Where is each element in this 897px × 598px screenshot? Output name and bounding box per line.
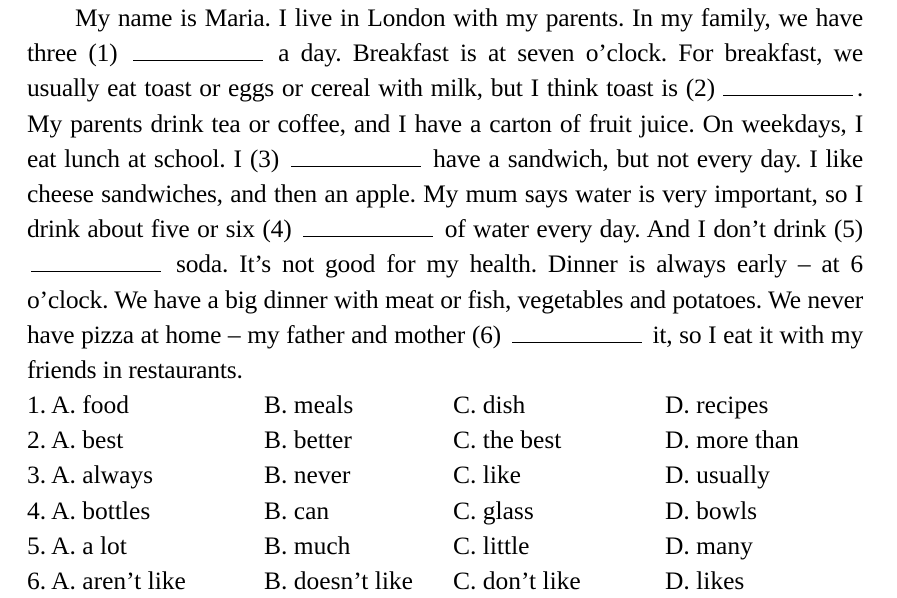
blank-2[interactable]	[723, 73, 853, 96]
passage-segment-7: it, so I eat it with my friends in restaurants.	[27, 319, 863, 385]
question-row-5	[27, 528, 877, 563]
blank-3[interactable]	[291, 144, 421, 167]
option-5b[interactable]: B. much	[264, 530, 351, 560]
blank-6[interactable]	[512, 320, 642, 343]
option-4d[interactable]: D. bowls	[665, 495, 758, 525]
option-5c[interactable]: C. little	[453, 530, 530, 560]
blank-4[interactable]	[303, 214, 433, 237]
question-row-6	[27, 563, 877, 598]
option-4a[interactable]: 4. A. bottles	[27, 495, 151, 525]
option-6b[interactable]: B. doesn’t like	[264, 565, 413, 595]
option-2c[interactable]: C. the best	[453, 425, 562, 455]
option-2b[interactable]: B. better	[264, 425, 352, 455]
reading-passage	[27, 0, 863, 387]
option-4c[interactable]: C. glass	[453, 495, 534, 525]
blank-5[interactable]	[31, 249, 161, 272]
option-6d[interactable]: D. likes	[665, 565, 745, 595]
option-3b[interactable]: B. never	[264, 460, 351, 490]
option-3d[interactable]: D. usually	[665, 460, 770, 490]
question-row-1	[27, 387, 877, 422]
passage-segment-4: have a sandwich, but not every day. I like cheese sandwiches, and then an apple. My mum says water is very important, so I drink about five or six (4)	[27, 143, 863, 244]
option-1a[interactable]: 1. A. food	[27, 390, 129, 419]
blank-1[interactable]	[133, 38, 263, 61]
question-row-3	[27, 457, 877, 492]
option-1d[interactable]: D. recipes	[665, 390, 769, 419]
option-3a[interactable]: 3. A. always	[27, 460, 154, 490]
answer-options	[27, 387, 877, 598]
option-3c[interactable]: C. like	[453, 460, 521, 490]
passage-segment-1: My name is Maria. I live in London with my parents. In my family, we have three (1)	[27, 3, 863, 68]
option-6a[interactable]: 6. A. aren’t like	[27, 565, 186, 595]
passage-segment-2: a day. Breakfast is at seven o’clock. For breakfast, we usually eat toast or eggs or cereal with milk, but I think toast is (2)	[27, 38, 863, 103]
option-2a[interactable]: 2. A. best	[27, 425, 124, 455]
passage-segment-5: of water every day. And I don’t drink (5)	[444, 214, 863, 244]
option-6c[interactable]: C. don’t like	[453, 565, 581, 595]
option-5a[interactable]: 5. A. a lot	[27, 530, 127, 560]
question-row-2	[27, 422, 877, 457]
option-1b[interactable]: B. meals	[264, 390, 354, 419]
option-1c[interactable]: C. dish	[453, 390, 526, 419]
option-5d[interactable]: D. many	[665, 530, 753, 560]
question-row-4	[27, 493, 877, 528]
passage-segment-3: . My parents drink tea or coffee, and I have a carton of fruit juice. On weekdays, I eat lunch at school. I (3)	[27, 73, 863, 173]
option-4b[interactable]: B. can	[264, 495, 330, 525]
passage-segment-6: soda. It’s not good for my health. Dinner is always early – at 6 o’clock. We have a big dinner with meat or fish, vegetables and potatoes. We never have pizza at home – my father and mother (6)	[27, 249, 863, 349]
option-2d[interactable]: D. more than	[665, 425, 799, 455]
